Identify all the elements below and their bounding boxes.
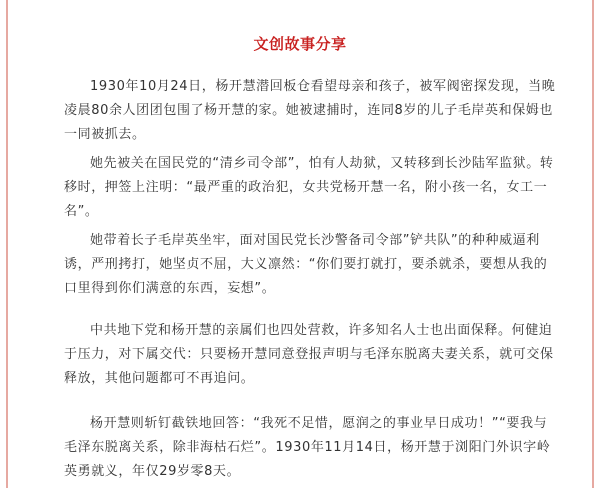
article-paragraph: 中共地下党和杨开慧的亲属们也四处营救，许多知名人士也出面保释。何健迫于压力，对下属交代：只要杨开慧同意登报声明与毛泽东脱离夫妻关系，就可交保释放，其他问题都可不再追问。 [64,323,554,386]
article-container [6,0,594,488]
article-paragraph: 她先被关在国民党的“清乡司令部”，怕有人劫狱，又转移到长沙陆军监狱。转移时，押签上注明：“最严重的政治犯，女共党杨开慧一名，附小孩一名，女工一名”。 [64,156,554,219]
article-paragraph: 她带着长子毛岸英坐牢，面对国民党长沙警备司令部”铲共队”的种种威逼利诱，严刑拷打，她坚贞不屈，大义凛然：“你们要打就打，要杀就杀，要想从我的口里得到你们满意的东西，妄想”。 [64,233,548,296]
article-paragraph: 杨开慧则斩钉截铁地回答：“我死不足惜，愿润之的事业早日成功！”“要我与毛泽东脱离关系，除非海枯石烂”。1930年11月14日，杨开慧于浏阳门外识字岭英勇就义，年仅29岁零8天。 [64,416,551,479]
article-paragraph: 1930年10月24日，杨开慧潜回板仓看望母亲和孩子，被军阀密探发现，当晚凌晨80余人团团包围了杨开慧的家。她被逮捕时，连同8岁的儿子毛岸英和保姆也一同被抓去。 [64,79,556,142]
article-title: 文创故事分享 [253,35,347,53]
